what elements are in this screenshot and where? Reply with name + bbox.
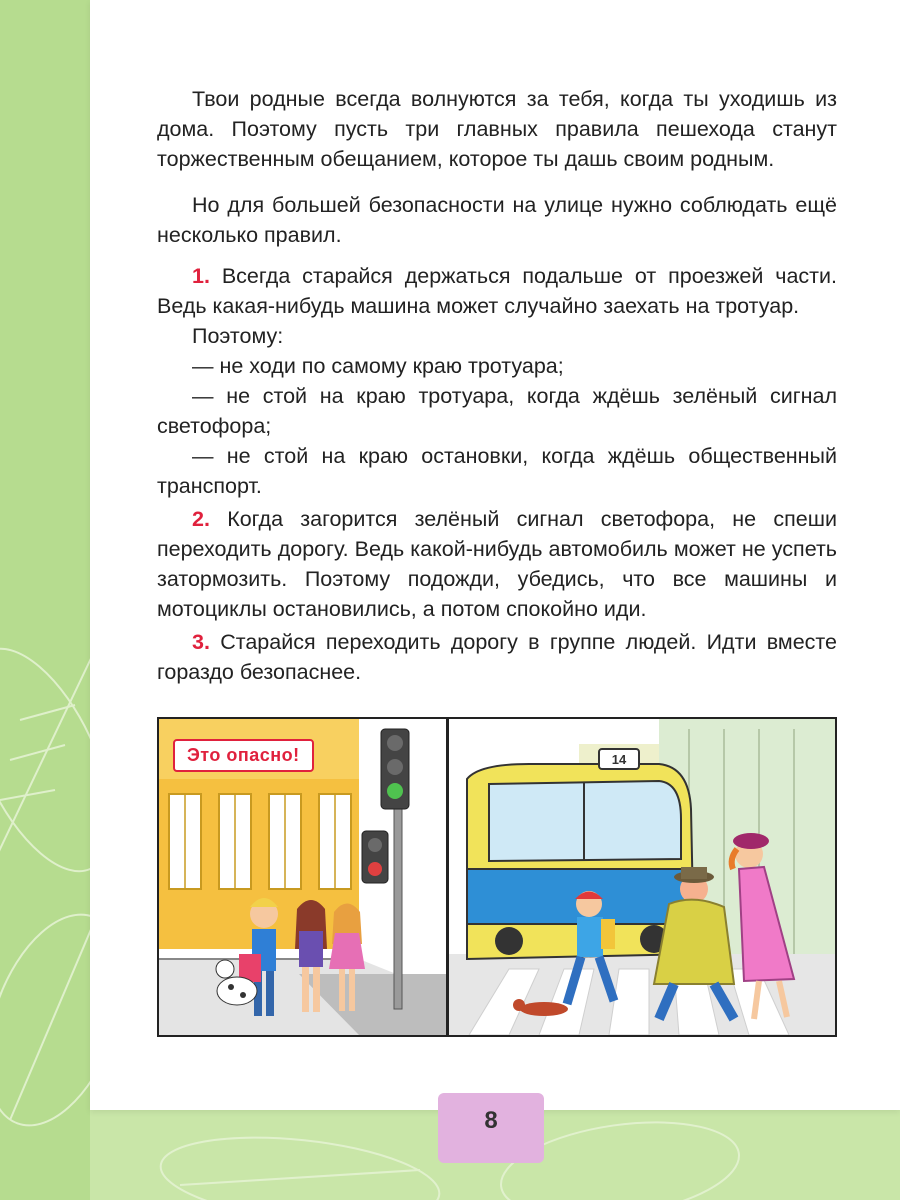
rule-number: 2. — [192, 507, 210, 531]
rule-1-item: — не стой на краю тротуара, когда ждёшь зелёный сигнал светофора; — [157, 384, 837, 438]
rule-3 — [157, 627, 837, 687]
rule-1-intro: Поэтому: — [192, 324, 284, 348]
illustration-crossing-panel — [449, 719, 835, 1035]
page-number: 8 — [484, 1107, 498, 1134]
rule-2 — [157, 504, 837, 624]
bus-crossing-image — [449, 719, 835, 1035]
rule-text: Старайся переходить дорогу в группе людей. Идти вместе гораздо безопаснее. — [157, 630, 837, 684]
page-number-tab — [438, 1093, 544, 1163]
rule-text: Всегда старайся держаться подальше от проезжей части. Ведь какая-нибудь машина может случайно заехать на тротуар. — [157, 264, 837, 318]
rule-1 — [157, 261, 837, 321]
bus-number: 14 — [611, 752, 627, 767]
paragraph-intro: Твои родные всегда волнуются за тебя, когда ты уходишь из дома. Поэтому пусть три главных правила пешехода станут торжественным обещанием, которое ты дашь своим родным. — [157, 87, 837, 171]
rule-number: 1. — [192, 264, 210, 288]
rule-1-item: — не стой на краю остановки, когда ждёшь общественный транспорт. — [157, 444, 837, 498]
illustration — [157, 717, 837, 1037]
rule-number: 3. — [192, 630, 210, 654]
paragraph-safety: Но для большей безопасности на улице нужно соблюдать ещё несколько правил. — [157, 193, 837, 247]
page-text — [157, 84, 837, 687]
rule-1-item: — не ходи по самому краю тротуара; — [192, 354, 564, 378]
danger-label: Это опасно! — [173, 739, 314, 772]
rule-text: Когда загорится зелёный сигнал светофора, не спеши переходить дорогу. Ведь какой-нибудь автомобиль может не успеть затормозить. Поэтому подожди, убедись, что все машины и мотоциклы остановились, а потом спокойно иди. — [157, 507, 837, 621]
illustration-danger-panel — [159, 719, 449, 1035]
